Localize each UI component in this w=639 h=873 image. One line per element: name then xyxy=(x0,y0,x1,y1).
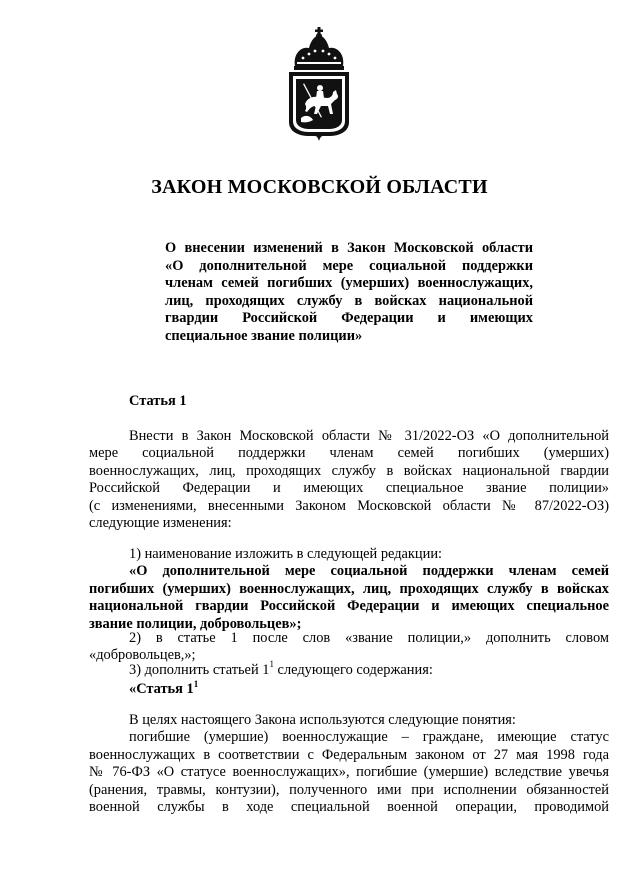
item-3 xyxy=(89,659,609,699)
text-line: (ранения, травмы, контузии), полученного ими при исполнении обязанностей xyxy=(89,781,609,798)
subject-line: лиц, проходящих службу в войсках национальной xyxy=(165,292,533,309)
text-line: Российской Федерации и имеющих специальное звание полиции» xyxy=(89,480,609,497)
item-2 xyxy=(89,630,609,665)
item-1 xyxy=(89,546,609,633)
article-intro xyxy=(89,428,609,532)
text-line: военной службы в ходе специальной военной операции, проводимой xyxy=(89,799,609,816)
text-line: военнослужащих, лиц, проходящих службу в войсках национальной гвардии xyxy=(89,462,609,479)
new-article-heading-line xyxy=(89,678,609,698)
text-line: № 76-ФЗ «О статусе военнослужащих», погибшие (умершие) вследствие увечья xyxy=(89,764,609,781)
text-line: «добровольцев,»; xyxy=(89,647,196,664)
law-title: ЗАКОН МОСКОВСКОЙ ОБЛАСТИ xyxy=(151,176,488,198)
text-line: мере социальной поддержки членам семей погибших (умерших) xyxy=(89,445,609,462)
subject-line: гвардии Российской Федерации и имеющих xyxy=(165,310,533,327)
article-heading: Статья 1 xyxy=(129,393,187,409)
superscript: 1 xyxy=(193,678,199,689)
subject-line: «О дополнительной мере социальной поддержки xyxy=(165,257,533,274)
text-line: погибших (умерших) военнослужащих, лиц, проходящих службу в войсках xyxy=(89,580,609,597)
item-1-intro: 1) наименование изложить в следующей редакции: xyxy=(129,546,443,562)
new-article-heading: «Статья 1 xyxy=(129,681,194,698)
item-3-line xyxy=(89,659,609,679)
text-line: Внести в Закон Московской области № 31/2022-ОЗ «О дополнительной xyxy=(129,428,609,444)
subject-line: специальное звание полиции» xyxy=(165,327,363,344)
subject-line: О внесении изменений в Закон Московской области xyxy=(165,240,533,256)
law-subject xyxy=(165,240,533,346)
text-line: 2) в статье 1 после слов «звание полиции,» дополнить словом xyxy=(129,630,609,646)
text-line: (с изменениями, внесенными Законом Московской области № 87/2022-ОЗ) xyxy=(89,497,609,514)
text-line: национальной гвардии Российской Федерации и имеющих специальное xyxy=(89,598,609,615)
definitions xyxy=(89,712,609,816)
text-line: звание полиции, добровольцев»; xyxy=(89,615,302,632)
item-3-text: следующего содержания: xyxy=(273,662,433,678)
text-line: «О дополнительной мере социальной поддержки членам семей xyxy=(129,563,609,580)
text-line: следующие изменения: xyxy=(89,515,232,532)
text-line: военнослужащих в соответствии с Федеральным законом от 27 мая 1998 года xyxy=(89,746,609,763)
subject-line: членам семей погибших (умерших) военнослужащих, xyxy=(165,275,533,292)
text-line: погибшие (умершие) военнослужащие – граждане, имеющие статус xyxy=(129,729,609,746)
moscow-oblast-coat-of-arms-icon xyxy=(283,26,355,144)
text-line: В целях настоящего Закона используются следующие понятия: xyxy=(129,712,516,728)
item-3-text: 3) дополнить статьей 1 xyxy=(129,662,270,678)
superscript: 1 xyxy=(269,659,274,670)
